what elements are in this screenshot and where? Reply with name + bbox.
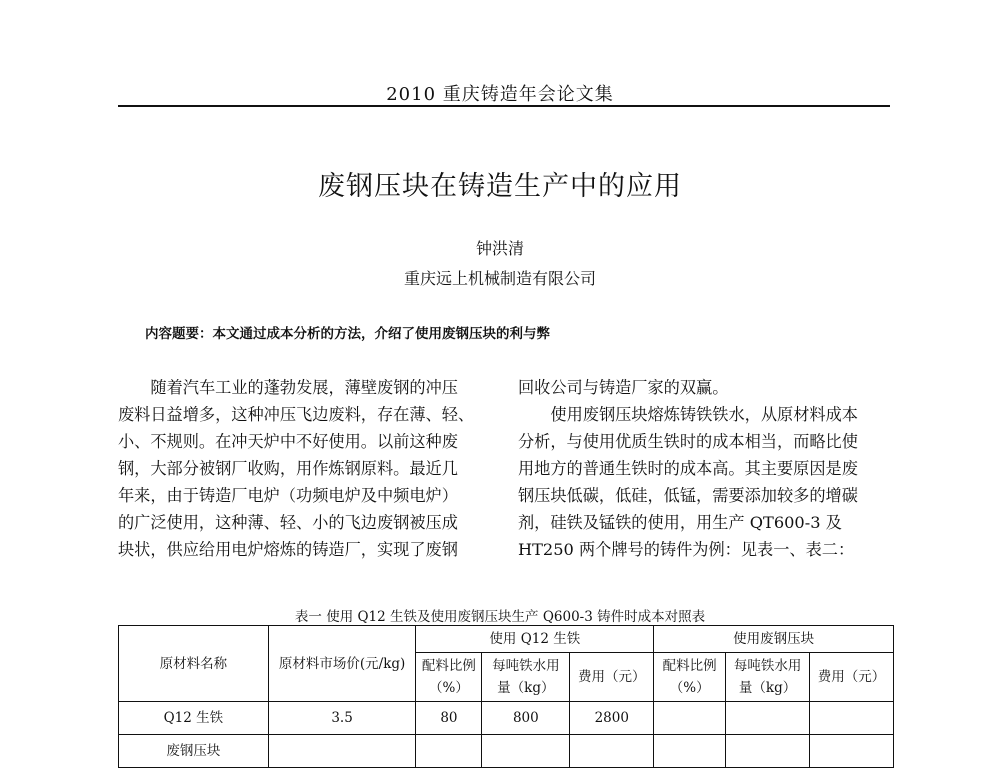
- header-group-q12: 使用 Q12 生铁: [416, 626, 654, 653]
- cell-q12-cost: 2800: [570, 702, 654, 735]
- header-scrap-usage: 每吨铁水用量（kg）: [726, 653, 810, 702]
- body-line: HT250 两个牌号的铸件为例：见表一、表二：: [518, 540, 855, 559]
- body-column-right: [518, 374, 890, 563]
- body-line: 分析，与使用优质生铁时的成本相当，而略比使: [518, 432, 858, 451]
- cell-scrap-cost: [810, 702, 894, 735]
- cell-material: 废钢压块: [119, 735, 269, 768]
- body-line: 剂，硅铁及锰铁的使用，用生产 QT600-3 及: [518, 513, 842, 532]
- header-rule: [118, 105, 890, 107]
- header-scrap-cost: 费用（元）: [810, 653, 894, 702]
- body-line: 使用废钢压块熔炼铸铁铁水，从原材料成本: [550, 405, 858, 424]
- header-price: 原材料市场价(元/kg): [268, 626, 416, 702]
- cell-scrap-ratio: [654, 735, 726, 768]
- author-name: 钟洪清: [475, 239, 524, 258]
- body-line: 小、不规则。在冲天炉中不好使用。以前这种废: [118, 432, 458, 451]
- cell-scrap-cost: [810, 735, 894, 768]
- header-scrap-ratio: 配料比例（%）: [654, 653, 726, 702]
- author-affiliation: 重庆远上机械制造有限公司: [403, 269, 596, 288]
- body-line: 的广泛使用，这种薄、轻、小的飞边废钢被压成: [118, 513, 458, 532]
- body-line: 回收公司与铸造厂家的双赢。: [518, 378, 729, 397]
- body-line: 块状，供应给用电炉熔炼的铸造厂，实现了废钢: [118, 540, 458, 559]
- header-group-scrap: 使用废钢压块: [654, 626, 894, 653]
- cell-material: Q12 生铁: [119, 702, 269, 735]
- cell-q12-ratio: [416, 735, 482, 768]
- cell-price: [268, 735, 416, 768]
- body-line: 用地方的普通生铁时的成本高。其主要原因是废: [518, 459, 858, 478]
- table-caption: 表一 使用 Q12 生铁及使用废钢压块生产 Q600-3 铸件时成本对照表: [294, 609, 706, 625]
- header-q12-ratio: 配料比例（%）: [416, 653, 482, 702]
- cell-scrap-ratio: [654, 702, 726, 735]
- cost-comparison-table: [118, 625, 894, 768]
- paper-title: 废钢压块在铸造生产中的应用: [318, 171, 682, 202]
- abstract: 内容题要：本文通过成本分析的方法，介绍了使用废钢压块的利与弊: [145, 326, 550, 342]
- body-line: 废料日益增多，这种冲压飞边废料，存在薄、轻、: [118, 405, 475, 424]
- body-line: 钢压块低碳，低硅，低锰，需要添加较多的增碳: [518, 486, 858, 505]
- cell-q12-usage: 800: [482, 702, 570, 735]
- table-row: [119, 735, 894, 768]
- cell-scrap-usage: [726, 702, 810, 735]
- cell-q12-cost: [570, 735, 654, 768]
- table-row: [119, 702, 894, 735]
- header-q12-usage: 每吨铁水用量（kg）: [482, 653, 570, 702]
- body-column-left: [118, 374, 490, 563]
- header-q12-cost: 费用（元）: [570, 653, 654, 702]
- cell-q12-ratio: 80: [416, 702, 482, 735]
- header-material: 原材料名称: [119, 626, 269, 702]
- cell-q12-usage: [482, 735, 570, 768]
- body-line: 随着汽车工业的蓬勃发展，薄壁废钢的冲压: [150, 378, 458, 397]
- cell-price: 3.5: [268, 702, 416, 735]
- cell-scrap-usage: [726, 735, 810, 768]
- running-header: 2010 重庆铸造年会论文集: [386, 84, 614, 105]
- body-line: 钢，大部分被钢厂收购，用作炼钢原料。最近几: [118, 459, 458, 478]
- body-line: 年来，由于铸造厂电炉（功频电炉及中频电炉）: [118, 486, 458, 505]
